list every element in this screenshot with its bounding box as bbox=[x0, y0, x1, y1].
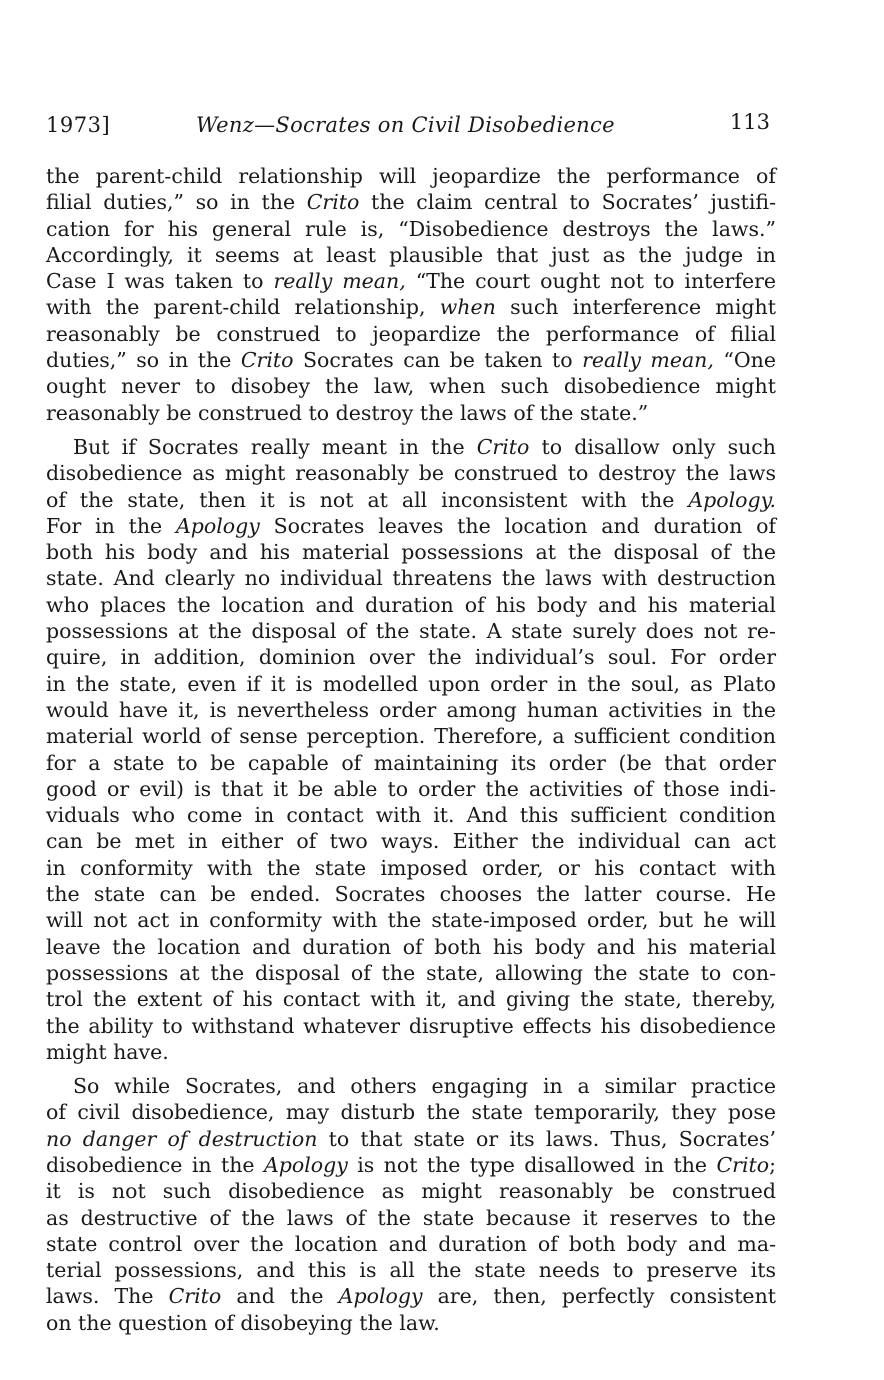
text-line: both his body and his material possessions at the disposal of the bbox=[46, 540, 776, 565]
text-line: viduals who come in contact with it. And this sufficient condition bbox=[46, 803, 776, 828]
text-line: terial possessions, and this is all the state needs to preserve its bbox=[46, 1258, 776, 1283]
text-line: will not act in conformity with the state-imposed order, but he will bbox=[46, 908, 776, 933]
text-line: leave the location and duration of both his body and his material bbox=[46, 934, 776, 959]
text-line: laws. The Crito and the Apology are, then, perfectly consistent bbox=[46, 1284, 777, 1309]
page-number: 113 bbox=[729, 110, 770, 134]
text-line: good or evil) is that it be able to order the activities of those indi- bbox=[46, 776, 776, 801]
text-line: of the state, then it is not at all inconsistent with the Apology. bbox=[46, 487, 776, 512]
text-line: quire, in addition, dominion over the individual’s soul. For order bbox=[46, 645, 776, 670]
running-header bbox=[46, 110, 770, 143]
text-line: for a state to be capable of maintaining its order (be that order bbox=[46, 750, 776, 775]
text-line: But if Socrates really meant in the Crito to disallow only such bbox=[73, 434, 776, 459]
text-line: possessions at the disposal of the state, allowing the state to con- bbox=[46, 960, 776, 985]
text-line: For in the Apology Socrates leaves the location and duration of bbox=[46, 513, 776, 538]
text-line: the parent-child relationship will jeopardize the performance of bbox=[46, 164, 776, 188]
text-line: in conformity with the state imposed order, or his contact with bbox=[46, 855, 776, 880]
text-line: disobedience in the Apology is not the type disallowed in the Crito; bbox=[46, 1152, 776, 1177]
text-line: state. And clearly no individual threatens the laws with destruction bbox=[46, 566, 776, 591]
text-line: disobedience as might reasonably be construed to destroy the laws bbox=[46, 461, 776, 486]
text-line: who places the location and duration of his body and his material bbox=[46, 592, 776, 617]
text-line: Case I was taken to really mean, “The court ought not to interfere bbox=[46, 269, 777, 294]
paragraph bbox=[46, 163, 776, 426]
text-line: can be met in either of two ways. Either the individual can act bbox=[46, 829, 776, 854]
paragraph bbox=[46, 434, 776, 1065]
text-line: with the parent-child relationship, when such interference might bbox=[46, 295, 776, 320]
text-line: ought never to disobey the law, when such disobedience might bbox=[46, 374, 776, 399]
text-line: might have. bbox=[46, 1039, 169, 1064]
header-year: 1973] bbox=[46, 113, 111, 137]
text-line: filial duties,” so in the Crito the claim central to Socrates’ justifi- bbox=[46, 190, 776, 215]
text-line: as destructive of the laws of the state because it reserves to the bbox=[46, 1205, 776, 1230]
text-line: Accordingly, it seems at least plausible that just as the judge in bbox=[46, 242, 776, 267]
text-line: reasonably be construed to destroy the laws of the state.” bbox=[46, 400, 649, 425]
text-line: it is not such disobedience as might reasonably be construed bbox=[46, 1179, 776, 1204]
header-running-title: Wenz—Socrates on Civil Disobedience bbox=[196, 113, 615, 137]
text-line: trol the extent of his contact with it, and giving the state, thereby, bbox=[46, 987, 776, 1012]
text-line: material world of sense perception. Therefore, a sufficient condition bbox=[46, 724, 776, 749]
text-line: possessions at the disposal of the state. A state surely does not re- bbox=[46, 619, 776, 644]
body-text bbox=[46, 163, 776, 1336]
text-line: cation for his general rule is, “Disobedience destroys the laws.” bbox=[46, 216, 776, 241]
text-line: duties,” so in the Crito Socrates can be taken to really mean, “One bbox=[46, 348, 776, 373]
text-line: the ability to withstand whatever disruptive effects his disobedience bbox=[46, 1013, 776, 1038]
text-line: the state can be ended. Socrates chooses the latter course. He bbox=[46, 882, 776, 907]
text-line: reasonably be construed to jeopardize the performance of filial bbox=[46, 321, 776, 346]
text-line: no danger of destruction to that state or its laws. Thus, Socrates’ bbox=[46, 1126, 776, 1151]
text-line: So while Socrates, and others engaging in a similar practice bbox=[73, 1074, 776, 1099]
text-line: on the question of disobeying the law. bbox=[46, 1310, 440, 1335]
text-line: state control over the location and duration of both body and ma- bbox=[46, 1231, 776, 1256]
text-line: of civil disobedience, may disturb the state temporarily, they pose bbox=[46, 1100, 776, 1125]
paragraph bbox=[46, 1073, 776, 1336]
text-line: would have it, is nevertheless order among human activities in the bbox=[46, 697, 776, 722]
text-line: in the state, even if it is modelled upon order in the soul, as Plato bbox=[46, 671, 776, 696]
